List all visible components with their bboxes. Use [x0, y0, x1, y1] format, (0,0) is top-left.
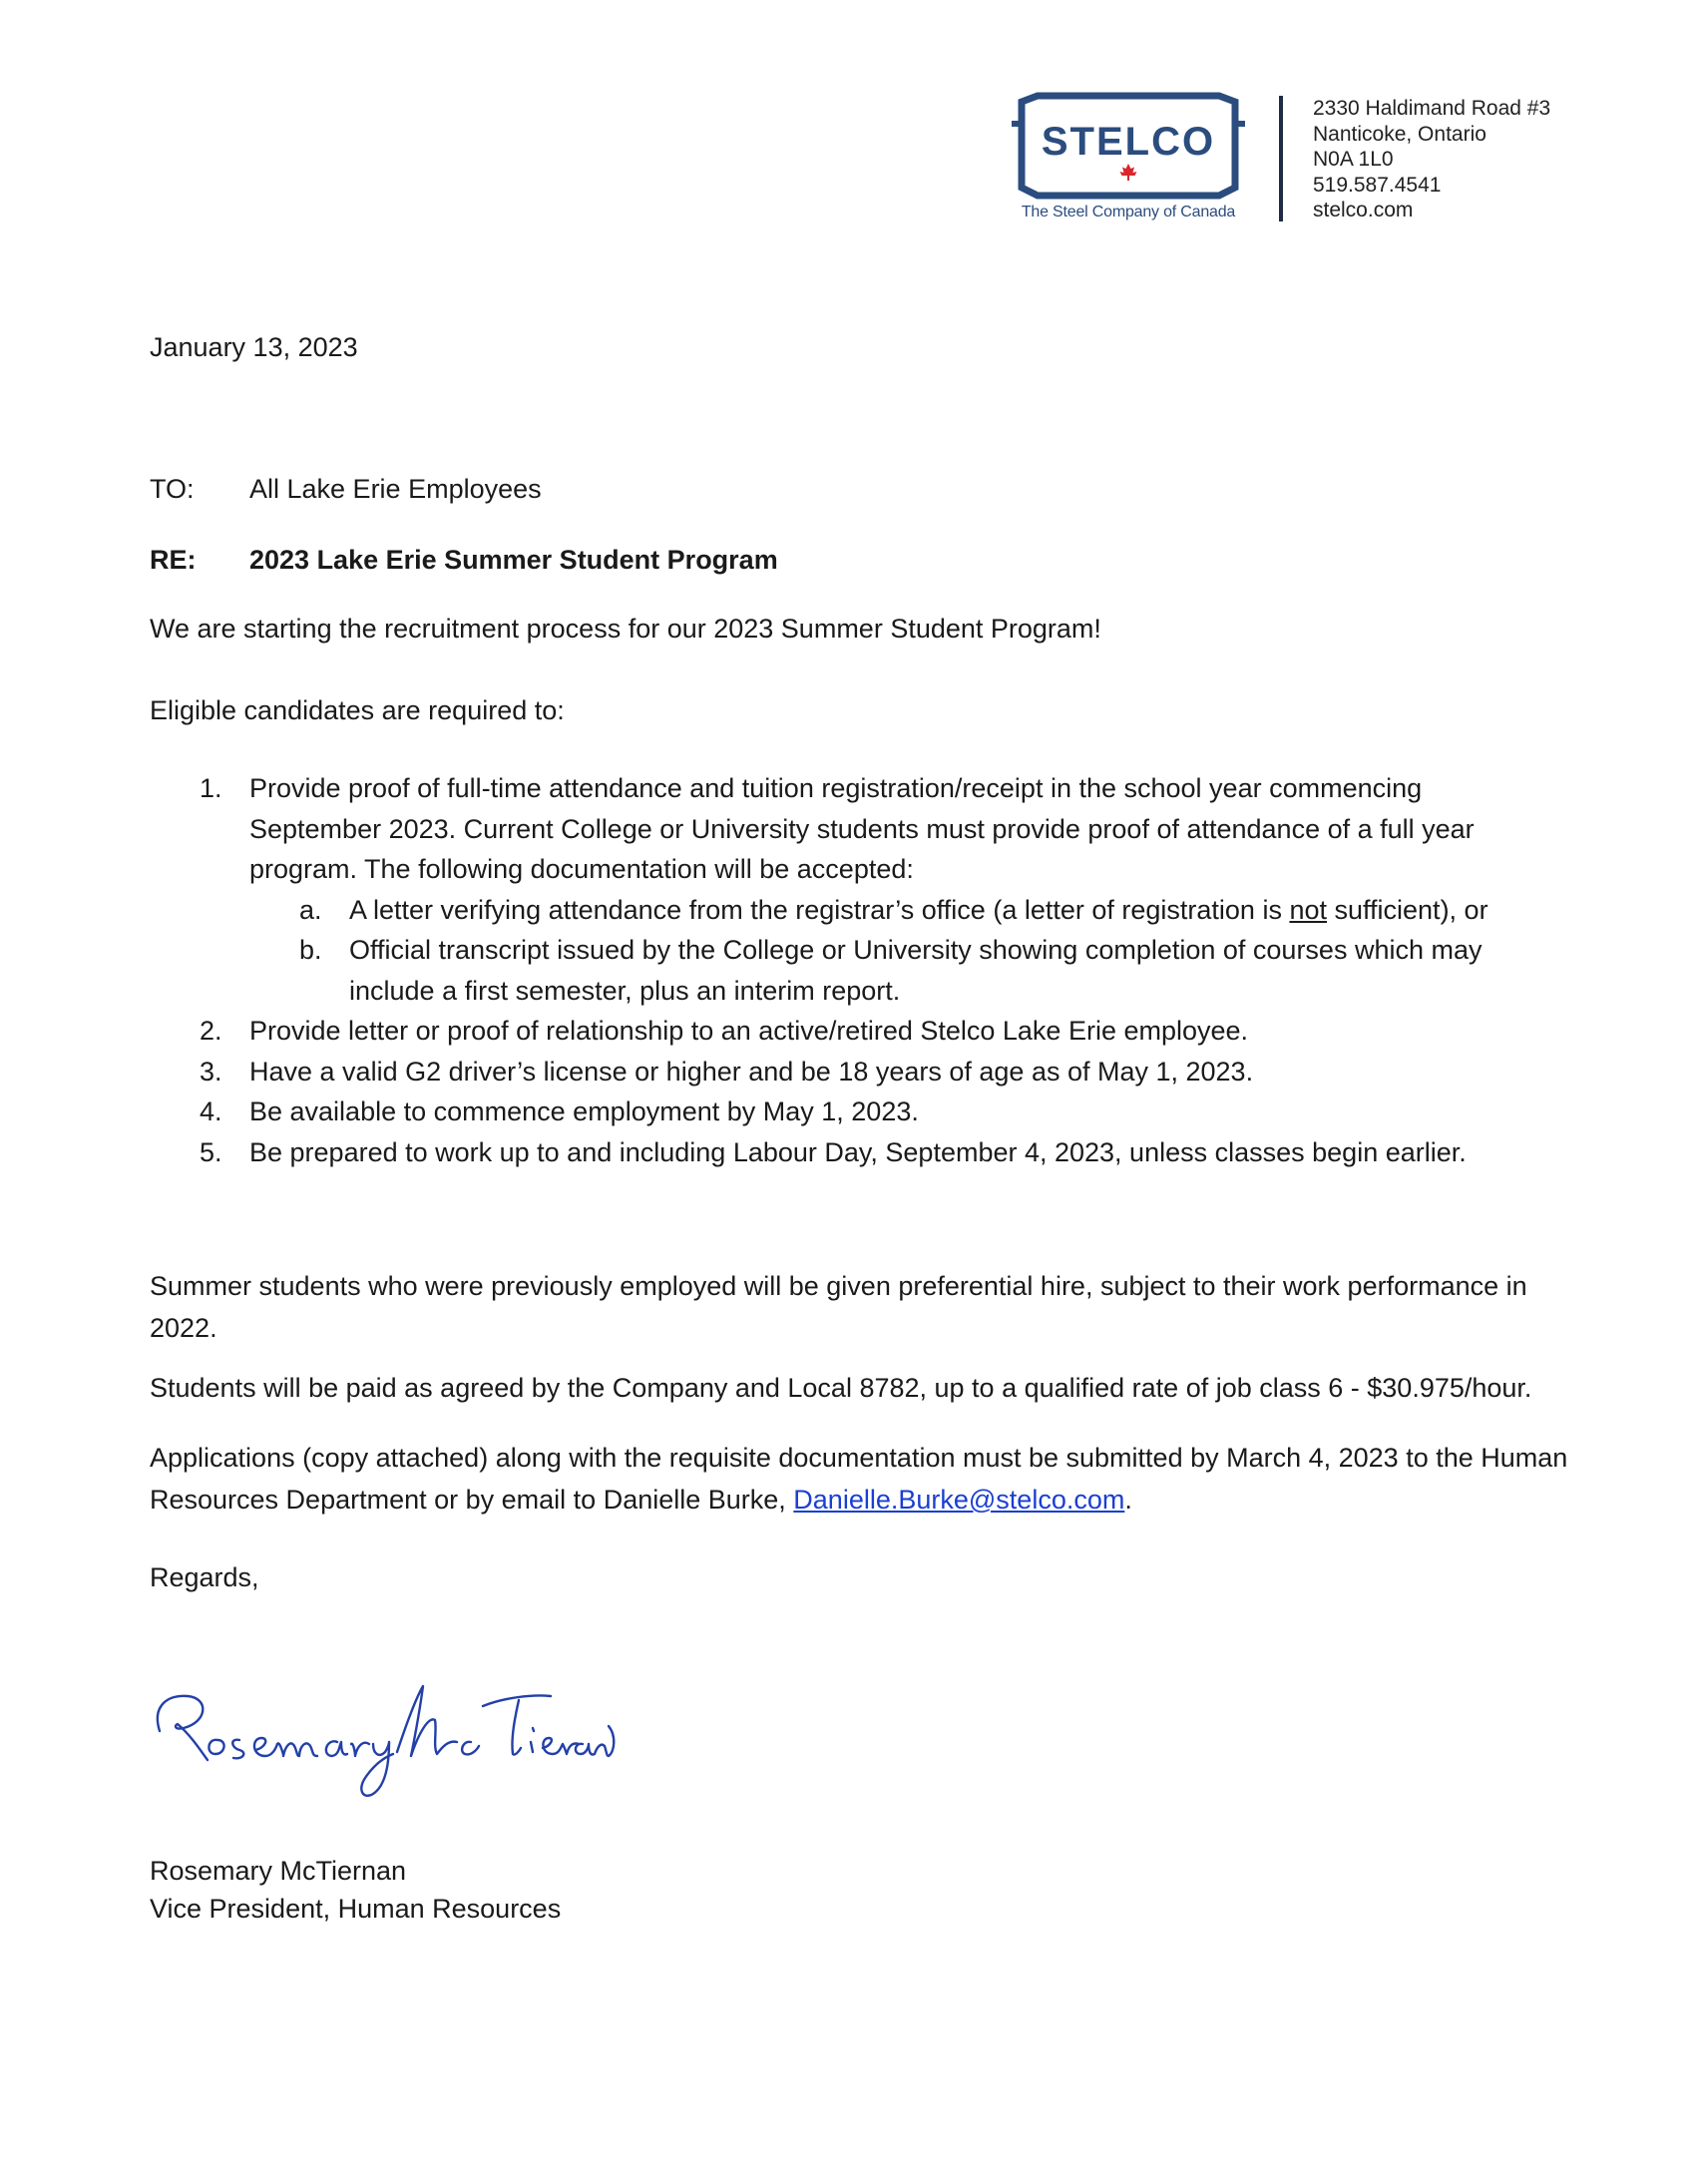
list-item	[150, 1092, 1546, 1132]
item-number: 2.	[200, 1016, 222, 1046]
eligible-heading: Eligible candidates are required to:	[150, 695, 565, 725]
email-link[interactable]: Danielle.Burke@stelco.com	[793, 1485, 1125, 1515]
list-item	[150, 1011, 1546, 1052]
requirements-list	[150, 768, 1546, 1172]
intro-paragraph: We are starting the recruitment process for our 2023 Summer Student Program!	[150, 614, 1101, 644]
item-number: 3.	[200, 1056, 222, 1087]
sub-item-text: A letter verifying attendance from the registrar’s office (a letter of registration is	[349, 894, 1290, 925]
item-text: Be available to commence employment by May 1, 2023.	[249, 1096, 919, 1126]
item-number: 5.	[200, 1136, 222, 1167]
brand-wordmark: STELCO	[1041, 120, 1216, 164]
to-line	[150, 474, 542, 505]
list-item	[150, 1052, 1546, 1092]
sub-item-text: Official transcript issued by the College or University showing completion of courses which may include a first semester, plus an interim report.	[349, 935, 1483, 1006]
address-line: N0A 1L0	[1313, 148, 1394, 171]
handwritten-signature	[148, 1656, 617, 1806]
to-value: All Lake Erie Employees	[249, 474, 542, 504]
applications-paragraph	[150, 1437, 1586, 1521]
sub-list-item	[249, 930, 1546, 1011]
maple-leaf-icon	[1120, 164, 1137, 181]
signer-title: Vice President, Human Resources	[150, 1894, 562, 1924]
list-item	[150, 768, 1546, 1011]
to-label: TO:	[150, 474, 195, 504]
address-website: stelco.com	[1313, 199, 1414, 221]
item-text: Provide proof of full-time attendance and tuition registration/receipt in the school year commencing September 2023. Current College or University students must provide proof of attendance of a full year program. The following documentation will be accepted:	[249, 773, 1475, 884]
preferential-paragraph: Summer students who were previously employed will be given preferential hire, subject to their work performance in 2022.	[150, 1271, 1527, 1343]
sub-item-text-end: sufficient), or	[1327, 894, 1488, 925]
address-phone: 519.587.4541	[1313, 173, 1442, 197]
logo-tagline: The Steel Company of Canada	[1021, 204, 1236, 220]
list-item	[150, 1132, 1546, 1173]
item-text: Be prepared to work up to and including Labour Day, September 4, 2023, unless classes begin earlier.	[249, 1136, 1467, 1167]
closing: Regards,	[150, 1562, 259, 1592]
emphasis-not: not	[1289, 894, 1327, 925]
sub-list	[249, 890, 1546, 1012]
item-number: 1.	[200, 773, 222, 803]
address-line: Nanticoke, Ontario	[1313, 122, 1486, 146]
item-text: Have a valid G2 driver’s license or higher and be 18 years of age as of May 1, 2023.	[249, 1056, 1254, 1087]
sub-item-letter: b.	[299, 935, 322, 965]
signer-name: Rosemary McTiernan	[150, 1856, 407, 1886]
sub-item-letter: a.	[299, 894, 322, 925]
pay-paragraph: Students will be paid as agreed by the Company and Local 8782, up to a qualified rate of job class 6 - $30.975/hour.	[150, 1373, 1532, 1403]
re-line	[150, 545, 778, 576]
sub-list-item	[249, 890, 1546, 931]
item-text: Provide letter or proof of relationship to an active/retired Stelco Lake Erie employee.	[249, 1016, 1249, 1046]
re-label: RE:	[150, 545, 197, 575]
company-address	[1313, 96, 1550, 223]
re-value: 2023 Lake Erie Summer Student Program	[249, 545, 778, 575]
applications-text: Applications (copy attached) along with the requisite documentation must be submitted by March 4, 2023 to the Human Resources Department or by email to Danielle Burke,	[150, 1443, 1568, 1515]
applications-end: .	[1124, 1485, 1132, 1515]
letter-date: January 13, 2023	[150, 332, 358, 362]
item-number: 4.	[200, 1096, 222, 1126]
letterhead-divider	[1279, 96, 1283, 221]
signer-block	[150, 1852, 561, 1928]
address-line: 2330 Haldimand Road #3	[1313, 97, 1551, 120]
